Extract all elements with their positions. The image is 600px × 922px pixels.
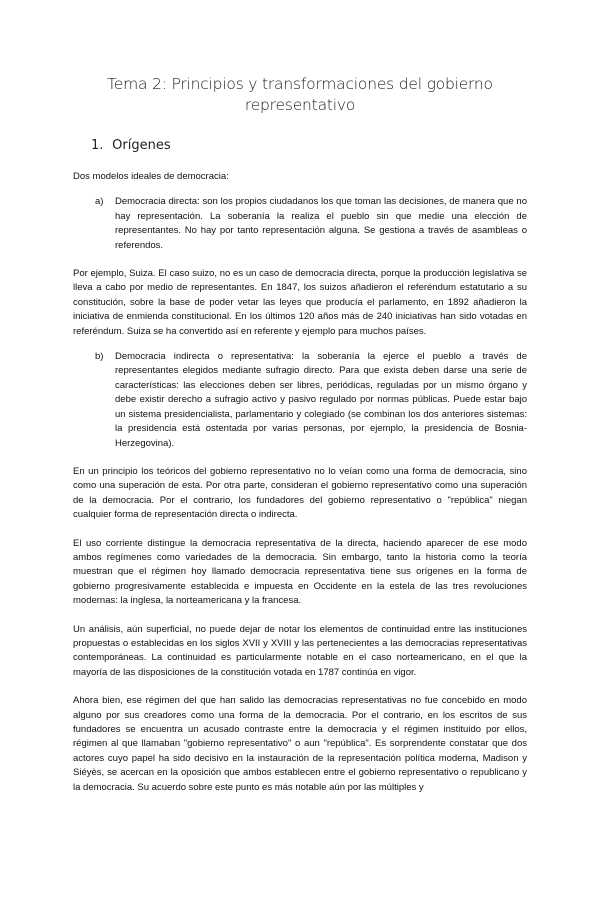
paragraph-teoricos: En un principio los teóricos del gobierno representativo no lo veían como una forma de democracia, sino como una superación de esta. Por otra parte, consideran el gobierno representativo como una superación de la democracia. Por el contrario, los fundadores del gobierno representativo o "república" niegan cualquier forma de representación directa o indirecta. [73, 465, 527, 521]
list-marker-a: a) [95, 196, 104, 208]
document-page [0, 74, 600, 922]
intro-text: Dos modelos ideales de democracia: [73, 171, 229, 182]
section-title: Orígenes [112, 138, 171, 153]
list-item-b [73, 350, 527, 451]
paragraph-suiza: Por ejemplo, Suiza. El caso suizo, no es un caso de democracia directa, porque la producción legislativa se lleva a cabo por medio de representantes. En 1847, los suizos añadieron el referéndum estatutario a su constitución, sobre la base de poder vetar las leyes que producía el parlamento, en 1892 añadieron la iniciativa de enmienda constitucional. En los últimos 120 años más de 240 iniciativas han sido votadas en referéndum. Suiza se ha convertido así en referente y ejemplo para muchos países. [73, 268, 527, 337]
page-title: Tema 2: Principios y transformaciones del gobierno representativo [107, 75, 493, 114]
list-item-a [73, 195, 527, 253]
section-number: 1. [91, 138, 104, 153]
list-text-b: Democracia indirecta o representativa: la soberanía la ejerce el pueblo a través de representantes elegidos mediante sufragio directo. Para que exista deben darse una serie de características: las elecciones deben ser libres, periódicas, reguladas por un mismo órgano y debe existir derecho a sufragio activo y pasivo regulado por normas públicas. Puede estar bajo un sistema presidencialista, parlamentario y colegiado (se combinan los dos anteriores sistemas: la presidencia está ostentada por varias personas, por ejemplo, la presidencia de Bosnia-Herzegovina). [115, 351, 527, 449]
list-marker-b: b) [95, 351, 104, 363]
paragraph-analisis: Un análisis, aún superficial, no puede dejar de notar los elementos de continuidad entre las instituciones propuestas o establecidas en los siglos XVII y XVIII y las pertenecientes a las democracias representativas contemporáneas. La continuidad es particularmente notable en el caso norteamericano, en el que la mayoría de las disposiciones de la constitución votada en 1787 continúa en vigor. [73, 623, 527, 678]
section-heading [91, 138, 527, 153]
paragraph-uso-corriente: El uso corriente distingue la democracia representativa de la directa, haciendo aparecer de ese modo ambos regímenes como variedades de la democracia. Sin embargo, tanto la historia como la teoría muestran que el régimen hoy llamado democracia representativa tiene sus orígenes en la forma de gobierno progresivamente establecida e impuesta en Occidente en la estela de las tres revoluciones modernas: la inglesa, la norteamericana y la francesa. [73, 537, 527, 607]
paragraph-ahora-bien: Ahora bien, ese régimen del que han salido las democracias representativas no fue concebido en modo alguno por sus creadores como una forma de la democracia. Por el contrario, en los escritos de sus fundadores se encuentra un acusado contraste entre la democracia y el régimen instituido por ellos, régimen al que llamaban "gobierno representativo" o aun "república". Es sorprendente constatar que dos actores cuyo papel ha sido decisivo en la instauración de la representación política moderna, Madison y Siéyès, se acercan en la oposición que ambos establecen entre el gobierno representativo o republicano y la democracia. Su acuerdo sobre este punto es más notable aún por las múltiples y [73, 695, 527, 793]
list-text-a: Democracia directa: son los propios ciudadanos los que toman las decisiones, de manera que no hay representación. La soberanía la realiza el pueblo sin que medie una elección de representantes. No hay por tanto representación alguna. Se gestiona a través de asambleas o referendos. [115, 196, 527, 251]
